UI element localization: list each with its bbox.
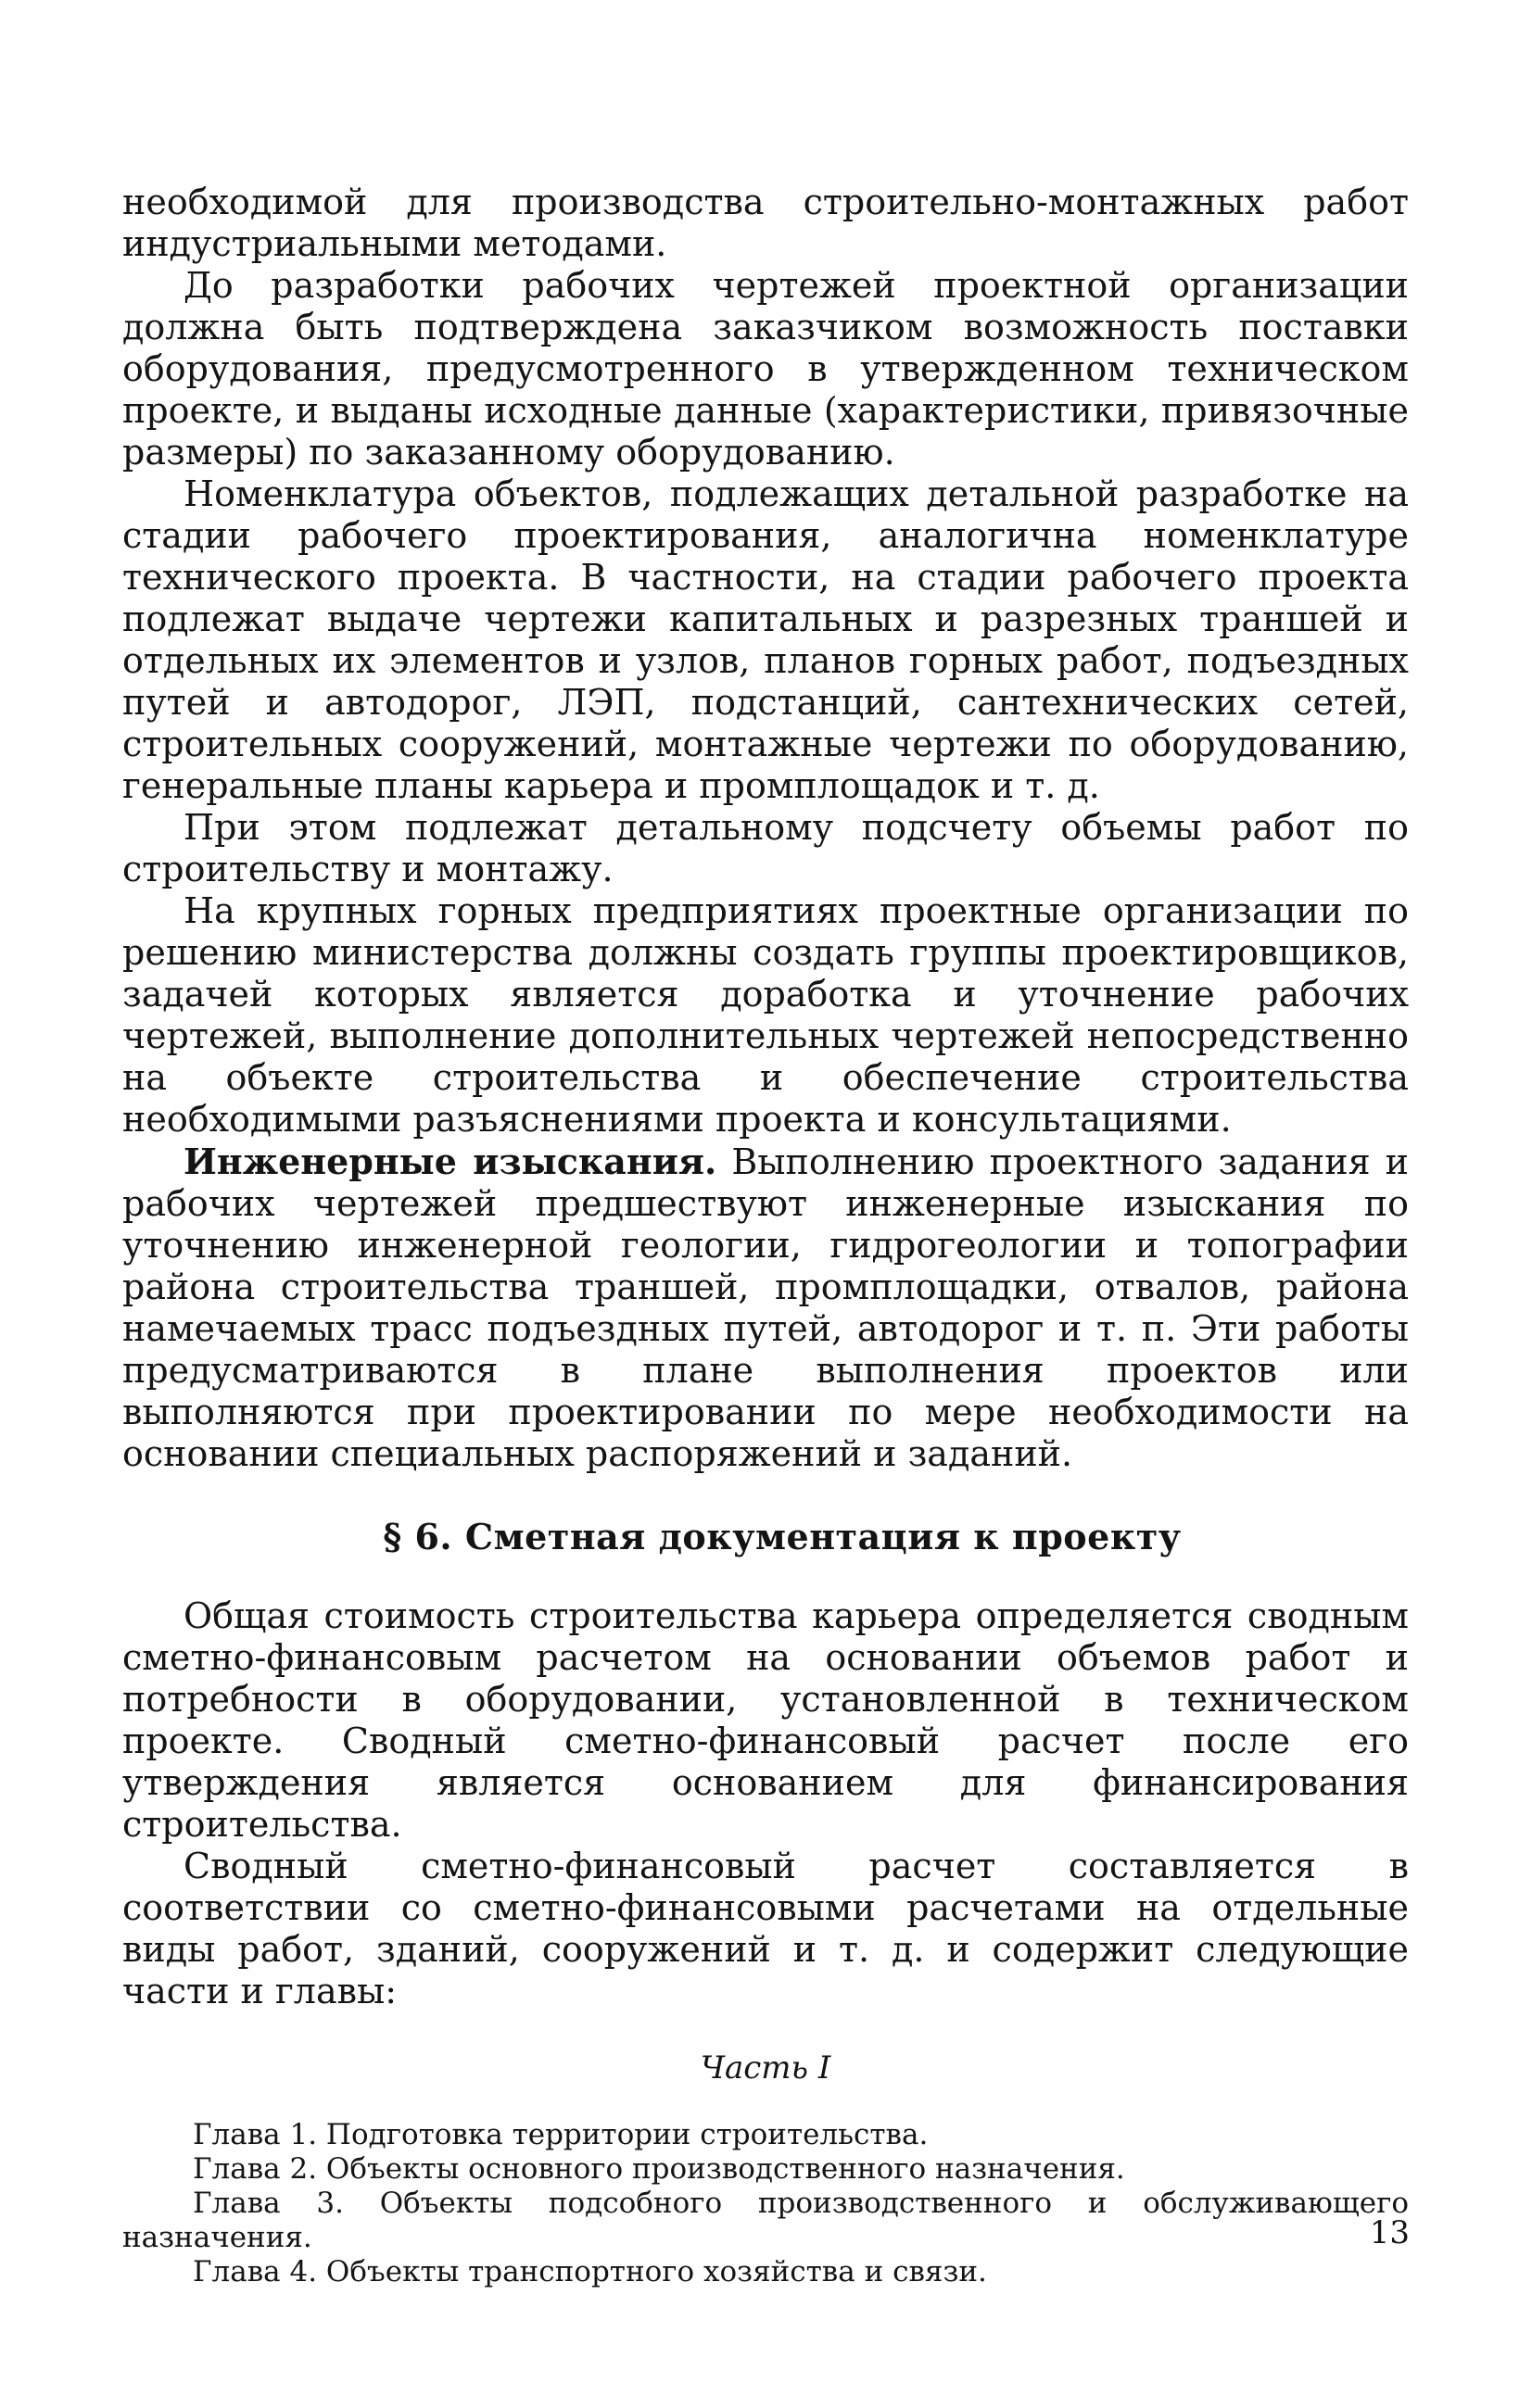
paragraph-lead-heading: Инженерные изыскания. [184,1141,717,1182]
paragraph-designer-groups: На крупных горных предприятиях проектные организации по решению министерства должны создать группы проектировщиков, задачей которых является доработка и уточнение рабочих чертежей, выполнение дополнительных чертежей непосредственно на объекте строительства и обеспечение строительства необходимыми разъяснениями проекта и консультациями. [122,890,1409,1140]
paragraph-object-nomenclature: Номенклатура объектов, подлежащих детальной разработке на стадии рабочего проектирования, аналогична номенклатуре технического проекта. В частности, на стадии рабочего проекта подлежат выдаче чертежи капитальных и разрезных траншей и отдельных их элементов и узлов, планов горных работ, подъездных путей и автодорог, ЛЭП, подстанций, сантехнических сетей, строительных сооружений, монтажные чертежи по оборудованию, генеральные планы карьера и промплощадок и т. д. [122,473,1409,806]
paragraph-summary-calculation: Сводный сметно-финансовый расчет составляется в соответствии со сметно-финансовыми расчетами на отдельные виды работ, зданий, сооружений и т. д. и содержит следующие части и главы: [122,1846,1409,2011]
chapter-list [122,2118,1409,2289]
chapter-item: Глава 2. Объекты основного производственного назначения. [193,2152,1125,2186]
chapter-item: Глава 3. Объекты подсобного производственного и обслуживающего назначения. [122,2187,1409,2254]
paragraph-total-cost: Общая стоимость строительства карьера определяется сводным сметно-финансовым расчетом на основании объемов работ и потребности в оборудовании, установленной в техническом проекте. Сводный сметно-финансовый расчет после его утверждения является основанием для финансирования строительства. [122,1595,1409,1845]
paragraph-equipment-confirmation: До разработки рабочих чертежей проектной организации должна быть подтверждена заказчиком возможность поставки оборудования, предусмотренного в утвержденном техническом проекте, и выданы исходные данные (характеристики, привязочные размеры) по заказанному оборудованию. [122,265,1409,473]
page-number: 13 [1369,2214,1410,2251]
paragraph-detailed-calculation: При этом подлежат детальному подсчету объемы работ по строительству и монтажу. [122,807,1409,889]
section-heading: § 6. Сметная документация к проекту [383,1516,1182,1557]
paragraph-body: Выполнению проектного задания и рабочих чертежей предшествуют инженерные изыскания по уточнению инженерной геологии, гидрогеологии и топографии района строительства траншей, промплощадки, отвалов, района намечаемых трасс подъездных путей, автодорог и т. п. Эти работы предусматриваются в плане выполнения проектов или выполняются при проектировании по мере необходимости на основании специальных распоряжений и заданий. [122,1141,1409,1474]
paragraph-engineering-surveys [122,1141,1409,1475]
book-page [122,182,1409,2289]
chapter-item: Глава 1. Подготовка территории строительства. [193,2118,929,2151]
part-title: Часть I [700,2049,831,2087]
chapter-item: Глава 4. Объекты транспортного хозяйства и связи. [193,2255,987,2288]
paragraph-continuation: необходимой для производства строительно-монтажных работ индустриальными методами. [122,182,1409,264]
